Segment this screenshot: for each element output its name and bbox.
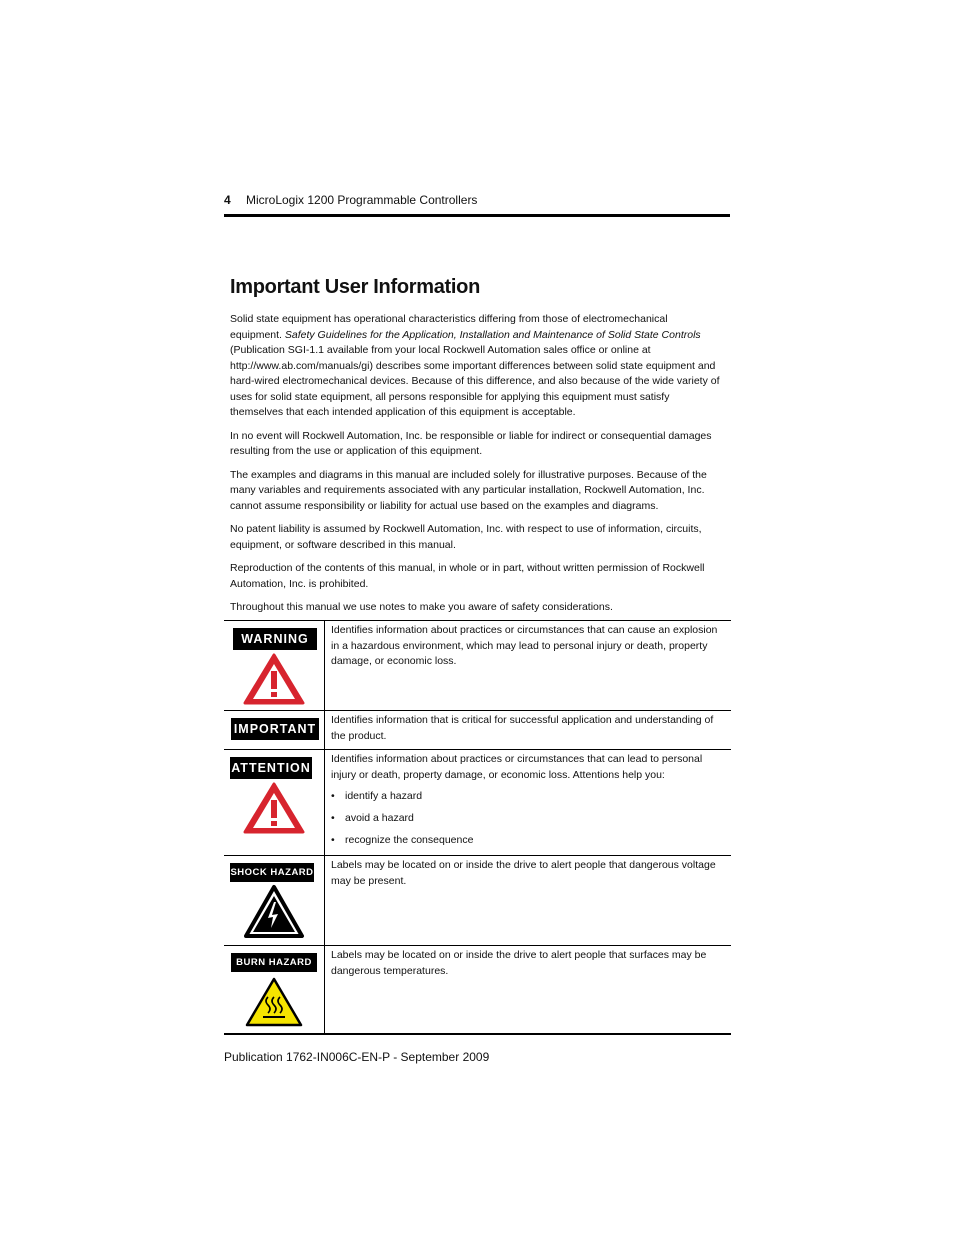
paragraph-text: Solid state equipment has operational characteristics differing from those of electromechanical equipment. (230, 313, 668, 341)
note-text-shock: Labels may be located on or inside the drive to alert people that dangerous voltage may be present. (325, 856, 732, 946)
running-header (224, 193, 730, 208)
note-text-attention (325, 750, 732, 856)
paragraph-examples: The examples and diagrams in this manual are included solely for illustrative purposes. Because of the many variables and requirements associated with any particular installation, Rockwell Automation, Inc. cannot assume responsibility or liability for actual use based on the examples and diagrams. (230, 468, 707, 512)
attention-badge: ATTENTION (230, 757, 312, 779)
important-badge: IMPORTANT (231, 718, 319, 740)
note-row-warning (224, 621, 731, 711)
running-title: MicroLogix 1200 Programmable Controllers (246, 193, 478, 207)
lightning-triangle-icon (243, 884, 305, 940)
warning-badge: WARNING (233, 628, 317, 650)
heat-triangle-icon (243, 974, 305, 1030)
exclamation-triangle-icon (242, 781, 306, 835)
note-row-important (224, 711, 731, 750)
publication-footer: Publication 1762-IN006C-EN-P - September 2009 (224, 1050, 490, 1064)
paragraph-patent: No patent liability is assumed by Rockwell Automation, Inc. with respect to use of information, circuits, equipment, or software described in this manual. (230, 523, 702, 551)
paragraph-reproduction: Reproduction of the contents of this manual, in whole or in part, without written permission of Rockwell Automation, Inc. is prohibited. (230, 562, 705, 590)
attention-text: Identifies information about practices or circumstances that can lead to personal injury or death, property damage, or economic loss. Attentions help you: (331, 753, 703, 781)
exclamation-triangle-icon (242, 652, 306, 706)
safety-notes-table (224, 620, 731, 1035)
shock-icon-wrap (224, 882, 324, 942)
paragraph-liability: In no event will Rockwell Automation, Inc. be responsible or liable for indirect or consequential damages resulting from the use or application of this equipment. (230, 429, 712, 457)
note-text-important: Identifies information that is critical for successful application and understanding of the product. (325, 711, 732, 750)
list-item: • recognize the consequence (331, 833, 725, 849)
note-label-cell (224, 946, 325, 1034)
body-text (230, 312, 722, 616)
attention-bullet-list (331, 789, 725, 849)
note-label-cell (224, 711, 325, 750)
note-label-cell (224, 621, 325, 711)
burn-icon-wrap (224, 972, 324, 1032)
page-title: Important User Information (230, 276, 480, 298)
paragraph-notes-intro: Throughout this manual we use notes to make you aware of safety considerations. (230, 601, 613, 613)
note-text-burn: Labels may be located on or inside the drive to alert people that surfaces may be dangerous temperatures. (325, 946, 732, 1034)
burn-hazard-badge: BURN HAZARD (231, 953, 317, 972)
note-row-attention (224, 750, 731, 856)
note-row-burn (224, 946, 731, 1034)
note-text-warning: Identifies information about practices or circumstances that can cause an explosion in a hazardous environment, which may lead to personal injury or death, property damage, or economic loss. (331, 624, 718, 667)
note-label-cell (224, 750, 325, 856)
shock-hazard-badge: SHOCK HAZARD (230, 863, 314, 882)
header-rule (224, 214, 730, 217)
paragraph-solid-state (230, 312, 722, 421)
guideline-title: Safety Guidelines for the Application, Installation and Maintenance of Solid State Controls (284, 328, 701, 341)
list-item: • avoid a hazard (331, 811, 725, 827)
list-item: • identify a hazard (331, 789, 725, 805)
warning-icon-wrap (224, 650, 324, 710)
attention-icon-wrap (224, 779, 324, 839)
paragraph-text: (Publication SGI-1.1 available from your local Rockwell Automation sales office or online at http://www.ab.com/manuals/gi) describes some important differences between solid state equipment and hard-wired electromechanical devices. Because of this difference, and also because of the wide variety of uses for solid state equipment, all persons responsible for applying this equipment must satisfy themselves that each intended application of this equipment is acceptable. (230, 344, 720, 418)
note-label-cell (224, 856, 325, 946)
page-number: 4 (224, 193, 231, 207)
note-row-shock (224, 856, 731, 946)
